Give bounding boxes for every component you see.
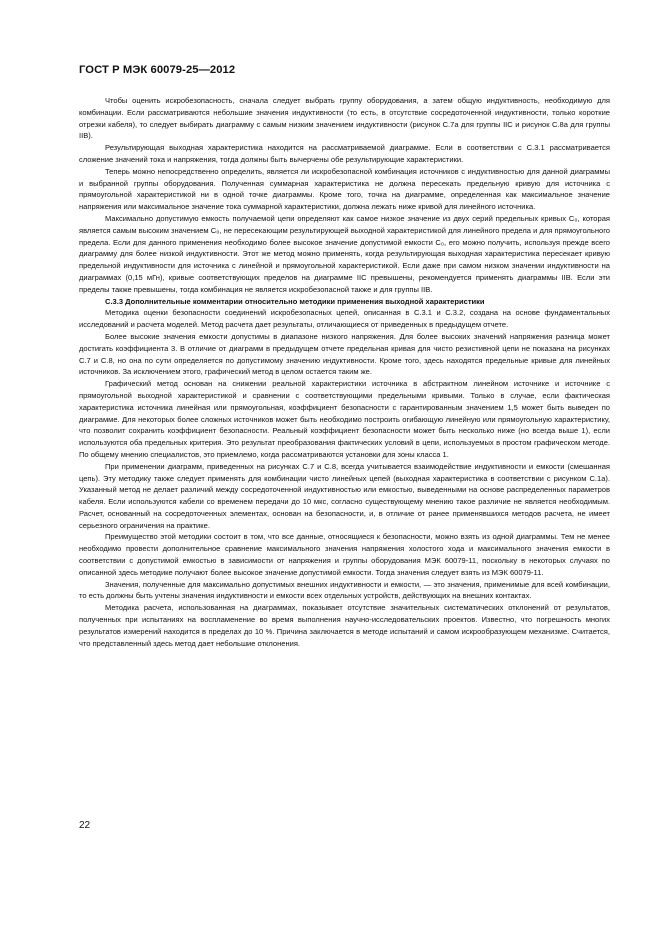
document-body [79,95,610,649]
paragraph: Преимущество этой методики состоит в том, что все данные, относящиеся к безопасности, можно взять из одной диаграммы. Тем не менее необходимо провести дополнительное сравнение максимального значения напряжения холостого хода и максимального значения емкости в соответствии с допустимой емкостью в зависимости от напряжения и группы оборудования МЭК 60079-11, поскольку в некоторых случаях по описанной здесь методике получают более высокое значение допустимой емкости. Тогда значения следует взять из МЭК 60079-11. [79,532,610,577]
section-title: Дополнительные комментарии относительно методики применения выходной характеристики [125,296,485,306]
paragraph: Более высокие значения емкости допустимы в диапазоне низкого напряжения. Для более высоких значений напряжения разница может достигать коэффициента 3. В отличие от диаграмм в предыдущем отчете предельная кривая для чисто резистивной цепи не показана на рисунках С.7 и С.8, но она по сути определяется по допустимому значению индуктивности. Кроме того, здесь находятся предельные кривые для линейных источников. За исключением этого, графический метод в целом остается таким же. [79,331,610,377]
paragraph: Методика расчета, использованная на диаграммах, показывает отсутствие значительных систематических отклонений от результатов, полученных при испытаниях на воспламенение во время выполнения научно-исследовательских проектов. Известно, что погрешность многих результатов измерений находится в пределах до 10 %. Причина заключается в методе испытаний и самом искрообразующем механизме. Считается, что представленный здесь метод дает небольшие отклонения. [79,603,610,648]
paragraph: Методика оценки безопасности соединений искробезопасных цепей, описанная в С.3.1 и С.3.2, создана на основе фундаментальных исследований и расчета моделей. Метод расчета дает результаты, отличающиеся от приведенных в предыдущем отчете. [79,308,610,330]
page-number: 22 [79,820,91,831]
section-number: С.3.3 [105,296,124,306]
section-heading [79,296,610,308]
paragraph: Чтобы оценить искробезопасность, сначала следует выбрать группу оборудования, а затем общую индуктивность, необходимую для комбинации. Если рассматриваются небольшие значения индуктивности (то есть, в отсутствие сосредоточенной индуктивности, только короткие отрезки кабеля), то следует выбирать диаграмму с самым низким значением индуктивности (рисунок С.7а для группы IIC и рисунок С.8а для группы IIB). [79,96,610,141]
paragraph: При применении диаграмм, приведенных на рисунках С.7 и С.8, всегда учитывается взаимодействие индуктивности и емкости (смешанная цепь). Эту методику также следует применять для комбинации чисто линейных цепей (выходная характеристика в соответствии с рисунком С.1а). Указанный метод не делает различий между сосредоточенной индуктивностью или емкостью, выведенными на основе распределенных параметров кабеля. Если используются кабели со временем передачи до 10 мкс, согласно существующему мнению такое различие не является необходимым. Расчет, основанный на сосредоточенных элементах, основан на безопасности, и, в отличие от ранее применявшихся методов расчета, не имеет серьезного ограничения на практике. [79,461,610,530]
paragraph: Максимально допустимую емкость получаемой цепи определяют как самое низкое значение из двух серий предельных кривых C₀, которая является самым высоким значением C₀, не пересекающим результирующей выходной характеристикой для линейного предела и для прямоугольного предела. Если для данного применения необходимо более высокое значение допустимой емкости C₀, его можно получить, используя прежде всего диаграмму для более низкой индуктивности. Этот же метод можно применять, когда результирующая выходная характеристика пересекает кривую предельной индуктивности для источника с линейной и прямоугольной характеристикой. Если даже при самом низком значении индуктивности на диаграммах (0,15 мГн), кривые соответствующих пределов на диаграмме IIC превышены, рекомендуется применять диаграммы IIB. Если эти пределы также превышены, тогда комбинация не является искробезопасной также и для группы IIB. [79,213,610,294]
paragraph: Теперь можно непосредственно определить, является ли искробезопасной комбинация источников с индуктивностью для данной диаграммы и выбранной группы оборудования. Полученная суммарная характеристика не должна пересекать предельную кривую для источника с прямоугольной характеристикой ни в одной точке диаграммы. Кроме того, точка на диаграмме, определенная как максимальное значение напряжения или максимальное значение тока суммарной характеристики, должна лежать ниже кривой для линейного источника. [79,166,610,212]
paragraph: Результирующая выходная характеристика находится на рассматриваемой диаграмме. Если в соответствии с С.3.1 рассматривается сложение значений тока и напряжения, тогда должны быть вычерчены обе результирующие характеристики. [79,143,610,164]
paragraph: Значения, полученные для максимально допустимых внешних индуктивности и емкости, — это значения, применимые для всей комбинации, то есть должны быть учтены значения индуктивности и емкости всех отдельных устройств, действующих на внешних контактах. [79,579,610,601]
paragraph: Графический метод основан на снижении реальной характеристики источника в абстрактном линейном источнике и источнике с прямоугольной выходной характеристикой и сравнении с соответствующими предельными кривыми. Только в случае, если фактическая характеристика источника линейная или прямоугольная, коэффициент безопасности с гарантированным значением 1,5 может быть выведен по диаграмме. Для некоторых более сложных источников может быть необходимо построить огибающую линейную или прямоугольную характеристику, что позволит сохранить коэффициент безопасности. Реальный коэффициент безопасности может быть несколько ниже (но всегда выше 1), если используются оба предельных критерия. Это результат преобразования фактических условий в цепи, используемых в простом графическом методе. По общему мнению специалистов, это приемлемо, когда рассматриваются установки для зоны класса 1. [79,379,610,459]
document-header: ГОСТ Р МЭК 60079-25—2012 [79,64,236,76]
